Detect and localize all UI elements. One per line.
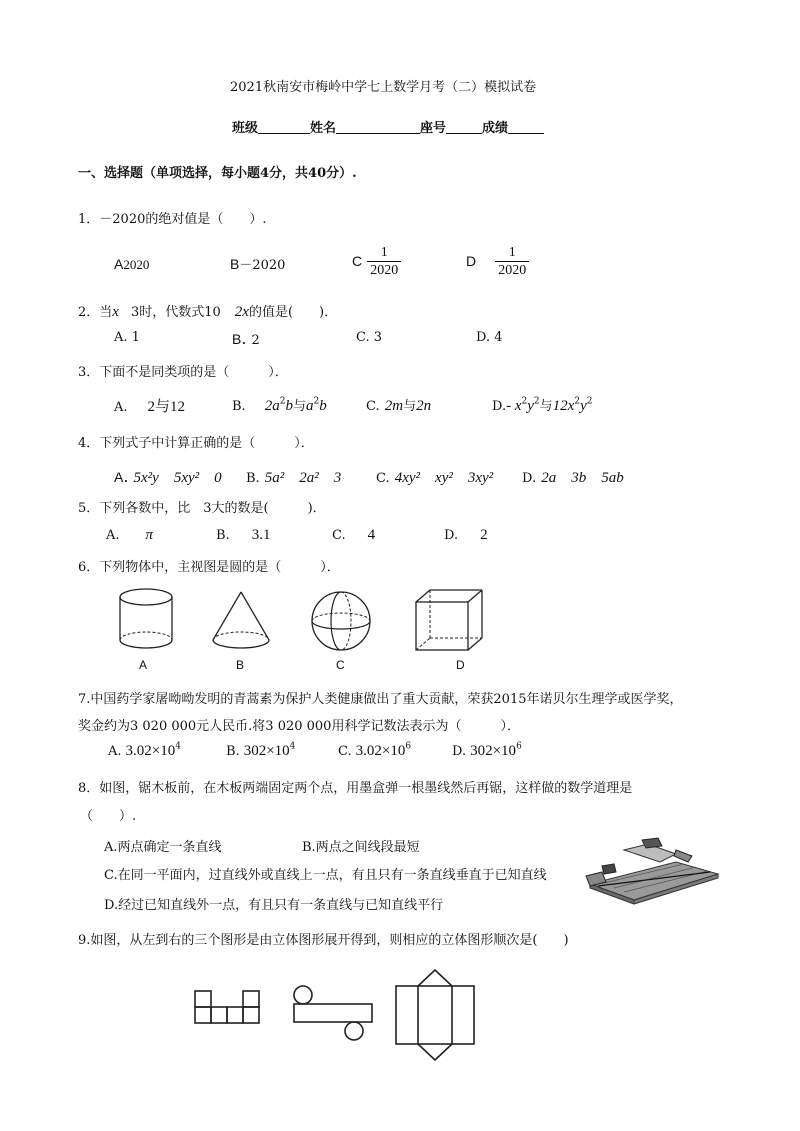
- q5-option-b[interactable]: [216, 524, 270, 544]
- q2-b-text: 2: [251, 333, 260, 348]
- q2-stem-pre: 2．当: [78, 305, 113, 320]
- q8-option-b[interactable]: B.两点之间线段最短: [302, 840, 420, 855]
- q4-d-expr: 2a 3b 5ab: [541, 470, 624, 486]
- q6-label-a[interactable]: A: [139, 658, 148, 672]
- q3-d-math1: - x: [506, 398, 522, 414]
- q3-a-label: A.: [114, 400, 128, 415]
- page-title: 2021秋南安市梅岭中学七上数学月考（二）模拟试卷: [230, 80, 537, 95]
- q2-option-b[interactable]: B. 2: [232, 329, 260, 348]
- q9-prism-net-figure: [394, 968, 476, 1062]
- q8-line2: （ ）.: [80, 809, 137, 824]
- q5-option-d[interactable]: [444, 524, 488, 544]
- q2-stem-eq: 3时，代数式10: [130, 305, 221, 320]
- q2-option-a[interactable]: A. 1: [114, 330, 140, 345]
- q3-a-text: 2与12: [147, 399, 186, 415]
- q1-option-a[interactable]: [114, 254, 149, 273]
- student-info-line: [232, 117, 544, 136]
- q3-d-math3: 12x: [552, 398, 575, 414]
- q2-stem-2x: 2x: [234, 304, 249, 320]
- q7-c-label: C.: [338, 744, 352, 759]
- class-blank[interactable]: [258, 120, 310, 134]
- q9-stem: 9.如图，从左到右的三个图形是由立体图形展开得到，则相应的立体图形顺次是( ): [78, 933, 569, 948]
- q3-option-a[interactable]: [114, 395, 185, 416]
- q3-c-conn: 与: [403, 399, 417, 414]
- q8-option-c[interactable]: C.在同一平面内，过直线外或直线上一点，有且只有一条直线垂直于已知直线: [104, 868, 547, 883]
- q7-a-exp: 4: [175, 741, 181, 752]
- q4-option-c[interactable]: [376, 466, 493, 487]
- section-heading: 一、选择题（单项选择，每小题4分，共40分）.: [78, 166, 357, 181]
- q1-option-d[interactable]: [466, 244, 529, 279]
- q2-stem-x: x: [112, 304, 119, 320]
- q1-d-denominator: 2020: [498, 263, 527, 278]
- q7-a-val: 3.02×10: [125, 743, 176, 759]
- name-label: 姓名: [310, 121, 337, 136]
- q8-line1: 8．如图，锯木板前，在木板两端固定两个点，用墨盒弹一根墨线然后再锯，这样做的数学道理是: [78, 781, 633, 796]
- q3-d-conn: 与: [539, 399, 553, 414]
- q2-b-letter: B: [232, 331, 242, 347]
- q5-a-val: π: [145, 527, 154, 543]
- q4-option-a[interactable]: A. 5x²y 5xy² 0: [114, 467, 222, 486]
- q1-c-denominator: 2020: [370, 263, 399, 278]
- class-label: 班级: [232, 121, 259, 136]
- seat-label: 座号: [420, 121, 447, 136]
- q4-a-letter: A: [114, 469, 124, 485]
- q7-b-exp: 4: [289, 741, 296, 752]
- seat-blank[interactable]: [446, 120, 482, 134]
- q4-option-d[interactable]: [522, 466, 624, 487]
- q4-c-expr: 4xy² xy² 3xy²: [394, 470, 494, 486]
- q7-line2: 奖金约为3 020 000元人民币.将3 020 000用科学记数法表示为（ ）．: [78, 719, 520, 734]
- q6-cylinder-figure: [118, 588, 174, 650]
- q6-sphere-figure: [310, 590, 372, 652]
- q3-c-math1: 2m: [384, 398, 404, 414]
- q7-b-label: B.: [226, 744, 240, 759]
- q5-c-val: 4: [367, 527, 376, 543]
- q1-d-fraction: [495, 244, 529, 279]
- q4-option-b[interactable]: [246, 466, 341, 487]
- q1-option-b[interactable]: [230, 254, 285, 273]
- q1-option-c[interactable]: [352, 244, 401, 279]
- q2-stem: [78, 301, 337, 321]
- q3-option-c[interactable]: [366, 395, 431, 415]
- q7-d-val: 302×10: [470, 743, 517, 759]
- q6-label-d[interactable]: D: [456, 658, 465, 672]
- q5-a-label: A.: [106, 528, 120, 543]
- q4-stem: 4．下列式子中计算正确的是（ ）．: [78, 436, 314, 451]
- q1-c-fraction: [367, 244, 401, 279]
- q3-c-math2: 2n: [416, 398, 432, 414]
- q4-d-letter: D.: [522, 471, 537, 486]
- q1-d-numerator: 1: [495, 244, 529, 262]
- q4-a-expr: 5x²y 5xy² 0: [133, 470, 222, 486]
- q3-b-conn: 与: [293, 399, 307, 414]
- q6-label-c[interactable]: C: [336, 658, 345, 672]
- q4-c-letter: C.: [376, 471, 390, 486]
- q5-d-label: D.: [444, 528, 459, 543]
- q3-b-math1: 2a: [264, 398, 280, 414]
- q5-option-a[interactable]: [106, 524, 153, 544]
- score-blank[interactable]: [508, 120, 544, 134]
- q5-stem: 5．下列各数中，比 3大的数是( )．: [78, 501, 326, 516]
- q3-option-d[interactable]: D.- $x^2y^2$与$12x^2y^2$: [492, 396, 593, 414]
- q7-line1: 7.中国药学家屠呦呦发明的青蒿素为保护人类健康做出了重大贡献，荣获2015年诺贝尔生理学或医学奖，: [78, 692, 683, 707]
- q6-stem: 6．下列物体中，主视图是圆的是（ ）．: [78, 560, 340, 575]
- q8-option-a[interactable]: A.两点确定一条直线: [104, 840, 222, 855]
- q3-d-math4: y: [580, 398, 587, 414]
- q7-a-label: A.: [108, 744, 122, 759]
- q2-stem-post: 的值是( )．: [248, 305, 338, 320]
- q3-d-label: D.: [492, 399, 507, 414]
- q5-b-val: 3.1: [251, 527, 271, 543]
- q3-b-math3: a: [306, 398, 314, 414]
- q1-c-letter: C: [352, 253, 363, 269]
- q5-option-c[interactable]: [332, 524, 375, 544]
- q1-d-letter: D: [466, 253, 477, 269]
- q7-d-exp: 6: [516, 741, 522, 752]
- q1-b-text: －2020: [239, 258, 286, 273]
- q7-option-d[interactable]: [452, 740, 522, 760]
- q3-c-label: C.: [366, 399, 380, 414]
- q8-option-d[interactable]: D.经过已知直线外一点，有且只有一条直线与已知直线平行: [104, 898, 444, 913]
- q3-b-math2: b: [285, 398, 294, 414]
- q7-option-a[interactable]: [108, 740, 181, 760]
- q2-option-c[interactable]: C. 3: [356, 330, 383, 345]
- q5-c-label: C.: [332, 528, 346, 543]
- q7-c-exp: 6: [405, 741, 412, 752]
- q3-b-label: B.: [232, 399, 246, 414]
- q7-option-c[interactable]: [338, 740, 411, 760]
- q7-b-val: 302×10: [243, 743, 290, 759]
- q6-cube-figure: [414, 588, 484, 652]
- q7-c-val: 3.02×10: [355, 743, 406, 759]
- q1-c-numerator: 1: [367, 244, 401, 262]
- q2-option-d[interactable]: D. 4: [476, 330, 503, 345]
- q9-cube-net-figure: [194, 990, 260, 1026]
- q9-cylinder-net-figure: [290, 984, 376, 1042]
- q4-b-letter: B.: [246, 471, 260, 486]
- q3-d-math2: y: [527, 398, 534, 414]
- q5-b-label: B.: [216, 528, 230, 543]
- q6-cone-figure: [210, 590, 272, 652]
- q1-a-text: 2020: [123, 257, 150, 272]
- q3-b-math4: b: [319, 398, 327, 414]
- q8-board-illustration: [584, 836, 722, 904]
- q3-option-b[interactable]: B. $2a^2b$与$a^2b$: [232, 396, 327, 414]
- q1-a-letter: A: [114, 256, 124, 272]
- q7-option-b[interactable]: [226, 740, 295, 760]
- score-label: 成绩: [482, 121, 509, 136]
- q6-label-b[interactable]: B: [236, 658, 245, 672]
- q1-stem: 1．－2020的绝对值是（ ）.: [78, 212, 267, 227]
- q5-d-val: 2: [480, 527, 488, 543]
- q4-b-expr: 5a² 2a² 3: [264, 470, 342, 486]
- name-blank[interactable]: [336, 120, 420, 134]
- q7-d-label: D.: [452, 744, 467, 759]
- q1-b-letter: B: [230, 256, 240, 272]
- q3-stem: 3．下面不是同类项的是（ ）．: [78, 365, 288, 380]
